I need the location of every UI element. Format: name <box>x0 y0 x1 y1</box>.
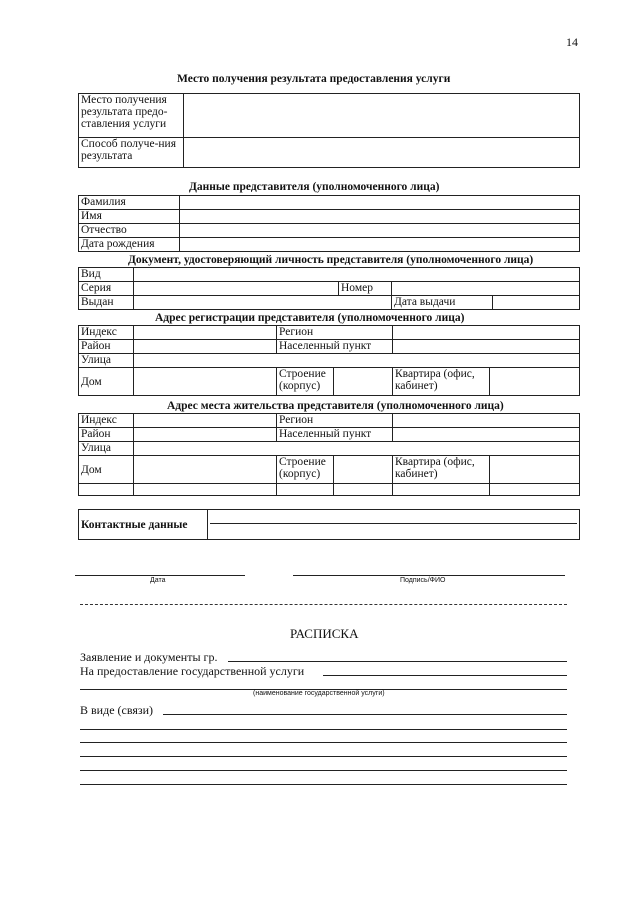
result-place-label: Место получения результата предо-ставления услуги <box>79 94 184 138</box>
reg-building-field[interactable] <box>334 368 393 396</box>
reg-house-label: Дом <box>79 368 134 396</box>
result-place-table <box>78 93 580 168</box>
blank-line[interactable] <box>80 742 567 743</box>
result-place-field[interactable] <box>184 94 580 138</box>
date-line[interactable] <box>75 575 245 576</box>
section5-title: Адрес места жительства представителя (уполномоченного лица) <box>167 400 504 412</box>
signature-caption: Подпись/ФИО <box>400 577 446 584</box>
name-field[interactable] <box>180 210 580 224</box>
res-blank-cell <box>490 484 580 496</box>
res-region-label: Регион <box>277 414 393 428</box>
section2-title: Данные представителя (уполномоченного лица) <box>189 181 440 193</box>
reg-street-label: Улица <box>79 354 134 368</box>
reg-index-label: Индекс <box>79 326 134 340</box>
cut-line <box>80 604 567 605</box>
receipt-line3-label: В виде (связи) <box>80 703 154 717</box>
blank-line[interactable] <box>80 784 567 785</box>
id-document-table <box>78 267 580 310</box>
name-label: Имя <box>79 210 180 224</box>
issue-date-label: Дата выдачи <box>392 296 493 310</box>
res-blank-cell <box>134 484 277 496</box>
reg-street-field[interactable] <box>134 354 580 368</box>
series-field[interactable] <box>134 282 339 296</box>
section4-title: Адрес регистрации представителя (уполномоченного лица) <box>155 312 465 324</box>
signature-line[interactable] <box>293 575 565 576</box>
page-number: 14 <box>566 35 578 49</box>
date-caption: Дата <box>150 577 166 584</box>
res-blank-cell <box>277 484 334 496</box>
patronymic-label: Отчество <box>79 224 180 238</box>
res-blank-cell <box>79 484 134 496</box>
birthdate-label: Дата рождения <box>79 238 180 252</box>
blank-line[interactable] <box>80 756 567 757</box>
contacts-field[interactable] <box>208 510 580 540</box>
number-field[interactable] <box>392 282 580 296</box>
res-building-field[interactable] <box>334 456 393 484</box>
res-street-field[interactable] <box>134 442 580 456</box>
section1-title: Место получения результата предоставления услуги <box>177 73 451 85</box>
reg-apartment-label: Квартира (офис, кабинет) <box>393 368 490 396</box>
service-caption: (наименование государственной услуги) <box>253 690 385 697</box>
registration-address-table <box>78 325 580 396</box>
res-locality-label: Населенный пункт <box>277 428 393 442</box>
issued-by-field[interactable] <box>134 296 392 310</box>
res-index-field[interactable] <box>134 414 277 428</box>
issue-date-field[interactable] <box>493 296 580 310</box>
res-house-field[interactable] <box>134 456 277 484</box>
result-method-label: Способ получе-ния результата <box>79 138 184 168</box>
reg-building-label: Строение (корпус) <box>277 368 334 396</box>
blank-line[interactable] <box>80 729 567 730</box>
res-blank-cell <box>393 484 490 496</box>
applicant-name-line[interactable] <box>228 661 567 662</box>
res-house-label: Дом <box>79 456 134 484</box>
contacts-table <box>78 509 580 540</box>
residence-address-table <box>78 413 580 496</box>
receipt-line1-label: Заявление и документы гр. <box>80 650 218 664</box>
reg-house-field[interactable] <box>134 368 277 396</box>
number-label: Номер <box>339 282 392 296</box>
section3-title: Документ, удостоверяющий личность представителя (уполномоченного лица) <box>128 254 534 266</box>
res-locality-field[interactable] <box>393 428 580 442</box>
res-blank-cell <box>334 484 393 496</box>
surname-label: Фамилия <box>79 196 180 210</box>
reg-region-field[interactable] <box>393 326 580 340</box>
contacts-label: Контактные данные <box>79 510 208 540</box>
res-region-field[interactable] <box>393 414 580 428</box>
doc-type-field[interactable] <box>134 268 580 282</box>
blank-line[interactable] <box>80 770 567 771</box>
patronymic-field[interactable] <box>180 224 580 238</box>
contacts-line <box>210 523 577 524</box>
surname-field[interactable] <box>180 196 580 210</box>
form-line[interactable] <box>163 714 567 715</box>
service-name-line[interactable] <box>323 675 567 676</box>
doc-type-label: Вид <box>79 268 134 282</box>
issued-by-label: Выдан <box>79 296 134 310</box>
receipt-title: РАСПИСКА <box>290 626 359 641</box>
res-street-label: Улица <box>79 442 134 456</box>
reg-district-label: Район <box>79 340 134 354</box>
res-apartment-field[interactable] <box>490 456 580 484</box>
res-district-label: Район <box>79 428 134 442</box>
reg-locality-field[interactable] <box>393 340 580 354</box>
reg-region-label: Регион <box>277 326 393 340</box>
reg-apartment-field[interactable] <box>490 368 580 396</box>
reg-index-field[interactable] <box>134 326 277 340</box>
res-apartment-label: Квартира (офис, кабинет) <box>393 456 490 484</box>
reg-district-field[interactable] <box>134 340 277 354</box>
representative-table <box>78 195 580 252</box>
res-building-label: Строение (корпус) <box>277 456 334 484</box>
reg-locality-label: Населенный пункт <box>277 340 393 354</box>
result-method-field[interactable] <box>184 138 580 168</box>
birthdate-field[interactable] <box>180 238 580 252</box>
series-label: Серия <box>79 282 134 296</box>
receipt-line2-label: На предоставление государственной услуги <box>80 664 305 678</box>
res-index-label: Индекс <box>79 414 134 428</box>
res-district-field[interactable] <box>134 428 277 442</box>
